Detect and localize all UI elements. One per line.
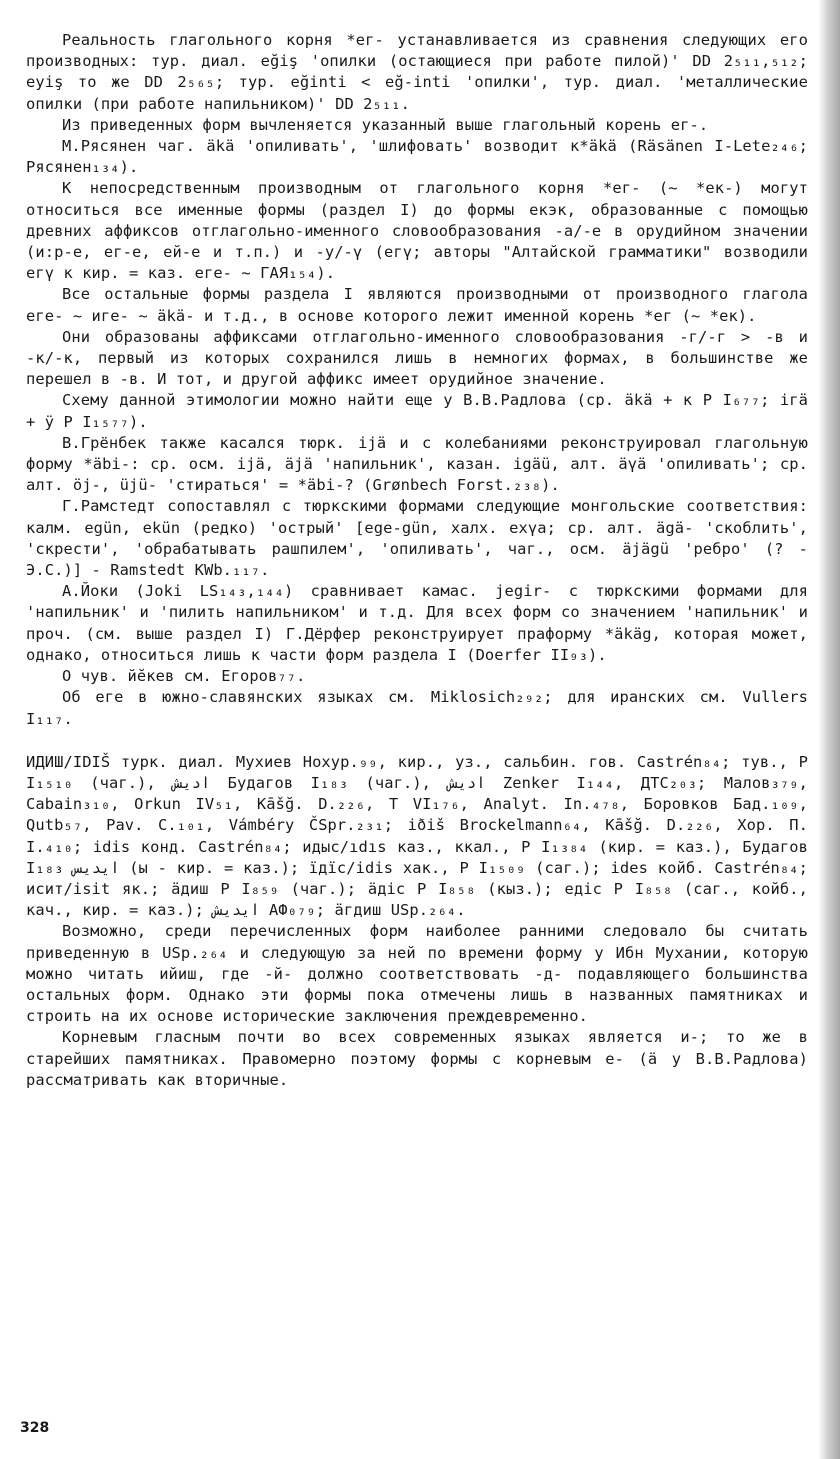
paragraph: В.Грёнбек также касался тюрк. ijä и с колебаниями реконструировал глагольную форму *äbi-: ср. осм. ijä, äjä 'напильник', казан. igäü, алт. äүä 'опиливать'; ср. алт. öj-, üjü- 'стираться' = *äbi-? (Grønbech Forst.₂₃₈). bbox=[26, 433, 808, 495]
page-number: 328 bbox=[20, 1420, 50, 1436]
body-text bbox=[26, 30, 808, 1091]
paragraph: Реальность глагольного корня *ег- устанавливается из сравнения следующих его производных: тур. диал. eğiş 'опилки (остающиеся при работе пилой)' DD 2₅₁₁,₅₁₂; eyiş то же DD 2₅₆₅; тур. eğinti < eğ-inti 'опилки', тур. диал. 'металлические опилки (при работе напильником)' DD 2₅₁₁. bbox=[26, 31, 808, 113]
paragraph: К непосредственным производным от глагольного корня *ег- (~ *ек-) могут относиться все именные формы (раздел I) до формы екэк, образованные с помощью древних аффиксов отглагольно-именного словообразования -а/-е в орудийном значении (и:р-е, ег-е, ей-е и т.п.) и -у/-ү (егү; авторы "Алтайской грамматики" возводили егү к кир. = каз. еге- ~ ГАЯ₁₅₄). bbox=[26, 179, 808, 283]
paragraph: Корневым гласным почти во всех современных языках является и-; то же в старейших памятниках. Правомерно поэтому формы с корневым е- (ä у В.В.Радлова) рассматривать как вторичные. bbox=[26, 1028, 808, 1089]
paragraph: М.Рясянен чаг. äkä 'опиливать', 'шлифовать' возводит к*äkä (Räsänen I-Lete₂₄₆; Рясянен₁₃₄). bbox=[26, 137, 808, 177]
paragraph: Из приведенных форм вычленяется указанный выше глагольный корень ег-. bbox=[62, 115, 709, 134]
paragraph: Об еге в южно-славянских языках см. Miklosich₂₉₂; для иранских см. Vullers I₁₁₇. bbox=[26, 688, 808, 728]
paragraph: Схему данной этимологии можно найти еще у В.В.Радлова (ср. äkä + к Р I₆₇₇; iгä + ÿ Р I₁₅₇₇). bbox=[26, 391, 808, 431]
paragraph: Они образованы аффиксами отглагольно-именного словообразования -г/-г > -в и -к/-к, первый из которых сохранился лишь в немногих формах, в большинстве же перешел в -в. И тот, и другой аффикс имеет орудийное значение. bbox=[26, 327, 808, 389]
scan-edge-shadow bbox=[818, 0, 840, 1459]
paragraph: А.Йоки (Joki LS₁₄₃,₁₄₄) сравнивает камас. jegir- с тюркскими формами для 'напильник' и 'пилить напильником' и т.д. Для всех форм со значением 'напильник' и проч. (см. выше раздел I) Г.Дёрфер реконструирует праформу *äkäg, которая может, однако, относиться лишь к части форм раздела I (Doerfer II₉₃). bbox=[26, 582, 808, 664]
section-gap bbox=[26, 730, 808, 752]
paragraph: Возможно, среди перечисленных форм наиболее ранними следовало бы считать приведенную в USp.₂₆₄ и следующую за ней по времени форму у Ибн Мухании, которую можно читать ийиш, где -й- должно соответствовать -д- подавляющего большинства остальных форм. Однако эти формы пока отмечены лишь в названных памятниках и строить на их основе исторические заключения преждевременно. bbox=[26, 922, 808, 1026]
paragraph: О чув. йĕкев см. Егоров₇₇. bbox=[62, 667, 306, 686]
paragraph: Г.Рамстедт сопоставлял с тюркскими формами следующие монгольские соответствия: калм. egün, ekün (редко) 'острый' [ege-gün, халх. exүa; ср. алт. ägä- 'скоблить', 'скрести', 'обрабатывать рашпилем', 'опиливать', чаг., осм. äjägü 'ребро' (? - Э.С.)] - Ramstedt KWb.₁₁₇. bbox=[26, 497, 808, 580]
paragraph: Все остальные формы раздела I являются производными от производного глагола еге- ~ иге- ~ äkä- и т.д., в основе которого лежит именной корень *ег (~ *ек). bbox=[26, 285, 808, 325]
dictionary-entry: ИДИШ/IDIŠ турк. диал. Мухиев Нохур.₉₉, кир., уз., сальбин. гов. Castrén₈₄; тув., Р I₁₅₁₀ (чаг.), اديش Будагов I₁₈₃ (чаг.), اديش Zenker I₁₄₄, ДТС₂₀₃; Малов₃₇₉, Cabain₃₁₀, Orkun IV₅₁, Kāšğ. D.₂₂₆, T VI₁₇₆, Analyt. In.₄₇₈, Боровков Бад.₁₀₉, Qutb₅₇, Pav. C.₁₀₁, Vámbéry ČSpr.₂₃₁; iðiš Brockelmann₆₄, Kāšğ. D.₂₂₆, Хор. П. I.₄₁₀; idis конд. Castrén₈₄; идыс/ıdıs каз., ккал., Р I₁₃₈₄ (кир. = каз.), Будагов I₁₈₃ ايديس (ы - кир. = каз.); їдїс/idis хак., Р I₁₅₀₉ (саг.); ides койб. Castrén₈₄; исит/isit як.; ӓдиш Р I₈₅₉ (чаг.); ӓдiс Р I₈₅₈ (кыз.); едiс Р I₈₅₈ (саг., койб., кач., кир. = каз.); ايديش АФ₀₇₉; ӓгдиш USp.₂₆₄. bbox=[26, 752, 809, 920]
